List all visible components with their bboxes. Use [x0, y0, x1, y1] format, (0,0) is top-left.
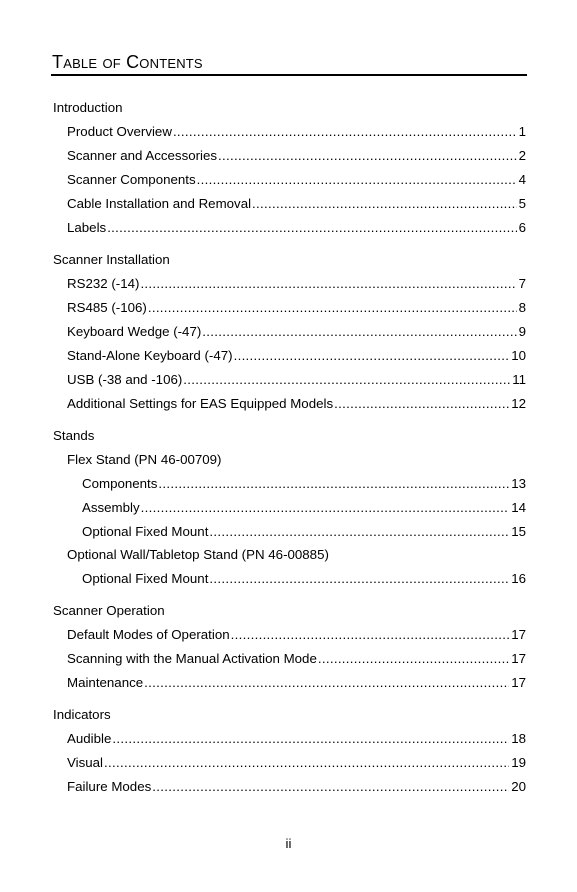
dot-leader — [107, 220, 516, 235]
dot-leader — [209, 571, 509, 586]
section-heading-introduction: Introduction — [53, 100, 123, 115]
toc-entry[interactable] — [67, 300, 526, 315]
toc-entry-page: 9 — [518, 324, 526, 339]
dot-leader — [231, 627, 510, 642]
toc-entry-label: Keyboard Wedge (-47) — [67, 324, 202, 339]
page-title: Table of Contents — [52, 52, 203, 72]
toc-entry[interactable] — [67, 731, 526, 746]
toc-entry-label: Assembly — [82, 500, 140, 515]
toc-entry[interactable] — [67, 276, 526, 291]
dot-leader — [148, 300, 517, 315]
toc-entry-label: Default Modes of Operation — [67, 627, 230, 642]
dot-leader — [112, 731, 509, 746]
section-heading-operation: Scanner Operation — [53, 603, 165, 618]
toc-entry[interactable] — [67, 324, 526, 339]
toc-entry-label: Product Overview — [67, 124, 172, 139]
toc-entry-label: Optional Fixed Mount — [82, 524, 209, 539]
toc-entry-page: 1 — [518, 124, 526, 139]
section-heading-installation: Scanner Installation — [53, 252, 170, 267]
toc-entry[interactable] — [67, 396, 526, 411]
toc-entry[interactable] — [67, 124, 526, 139]
toc-entry-page: 17 — [511, 675, 526, 690]
toc-entry-label: Components — [82, 476, 158, 491]
toc-entry[interactable] — [67, 779, 526, 794]
toc-entry-page: 8 — [518, 300, 526, 315]
toc-entry-page: 15 — [511, 524, 526, 539]
toc-entry-page: 5 — [518, 196, 526, 211]
dot-leader — [141, 500, 510, 515]
toc-entry[interactable] — [67, 148, 526, 163]
dot-leader — [183, 372, 510, 387]
section-heading-stands: Stands — [53, 428, 95, 443]
toc-entry-label: Stand-Alone Keyboard (-47) — [67, 348, 233, 363]
toc-entry[interactable] — [82, 524, 526, 539]
toc-entry-page: 14 — [511, 500, 526, 515]
section-heading-indicators: Indicators — [53, 707, 111, 722]
toc-entry[interactable] — [67, 196, 526, 211]
toc-entry-page: 4 — [518, 172, 526, 187]
toc-entry-page: 11 — [512, 372, 526, 387]
title-rule — [51, 74, 527, 76]
toc-entry-label: RS485 (-106) — [67, 300, 147, 315]
dot-leader — [140, 276, 516, 291]
toc-entry-label: Scanner and Accessories — [67, 148, 218, 163]
toc-entry-label: USB (-38 and -106) — [67, 372, 183, 387]
toc-entry-page: 19 — [511, 755, 526, 770]
dot-leader — [202, 324, 516, 339]
dot-leader — [152, 779, 509, 794]
dot-leader — [318, 651, 509, 666]
toc-entry-page: 20 — [511, 779, 526, 794]
toc-entry-label: Cable Installation and Removal — [67, 196, 252, 211]
dot-leader — [158, 476, 509, 491]
dot-leader — [197, 172, 517, 187]
toc-entry[interactable] — [82, 476, 526, 491]
toc-entry[interactable] — [67, 220, 526, 235]
toc-entry-page: 12 — [511, 396, 526, 411]
toc-entry[interactable] — [67, 651, 526, 666]
dot-leader — [252, 196, 517, 211]
toc-entry-label: Maintenance — [67, 675, 144, 690]
toc-entry-page: 18 — [511, 731, 526, 746]
toc-entry-page: 10 — [511, 348, 526, 363]
toc-entry-label: Additional Settings for EAS Equipped Models — [67, 396, 334, 411]
toc-entry[interactable] — [67, 372, 526, 387]
dot-leader — [209, 524, 509, 539]
dot-leader — [218, 148, 517, 163]
dot-leader — [144, 675, 509, 690]
dot-leader — [334, 396, 509, 411]
toc-entry-label: Audible — [67, 731, 112, 746]
subsection-heading-wall-stand: Optional Wall/Tabletop Stand (PN 46-00885) — [67, 547, 329, 562]
toc-entry-label: Scanner Components — [67, 172, 196, 187]
subsection-heading-flex-stand: Flex Stand (PN 46-00709) — [67, 452, 222, 467]
toc-entry-page: 7 — [518, 276, 526, 291]
page-number: ii — [285, 836, 292, 851]
toc-entry[interactable] — [67, 755, 526, 770]
toc-entry-label: Labels — [67, 220, 107, 235]
toc-entry-label: Optional Fixed Mount — [82, 571, 209, 586]
toc-entry[interactable] — [67, 627, 526, 642]
toc-entry-label: RS232 (-14) — [67, 276, 140, 291]
toc-entry-label: Failure Modes — [67, 779, 152, 794]
toc-entry-page: 17 — [511, 651, 526, 666]
toc-entry[interactable] — [82, 500, 526, 515]
toc-entry-page: 17 — [511, 627, 526, 642]
dot-leader — [173, 124, 517, 139]
toc-entry-page: 16 — [511, 571, 526, 586]
toc-entry-page: 13 — [511, 476, 526, 491]
toc-entry[interactable] — [67, 348, 526, 363]
dot-leader — [104, 755, 509, 770]
toc-entry-label: Scanning with the Manual Activation Mode — [67, 651, 317, 666]
toc-entry[interactable] — [67, 172, 526, 187]
toc-entry-label: Visual — [67, 755, 103, 770]
dot-leader — [234, 348, 510, 363]
toc-entry[interactable] — [82, 571, 526, 586]
toc-entry-page: 6 — [518, 220, 526, 235]
toc-entry[interactable] — [67, 675, 526, 690]
toc-entry-page: 2 — [518, 148, 526, 163]
